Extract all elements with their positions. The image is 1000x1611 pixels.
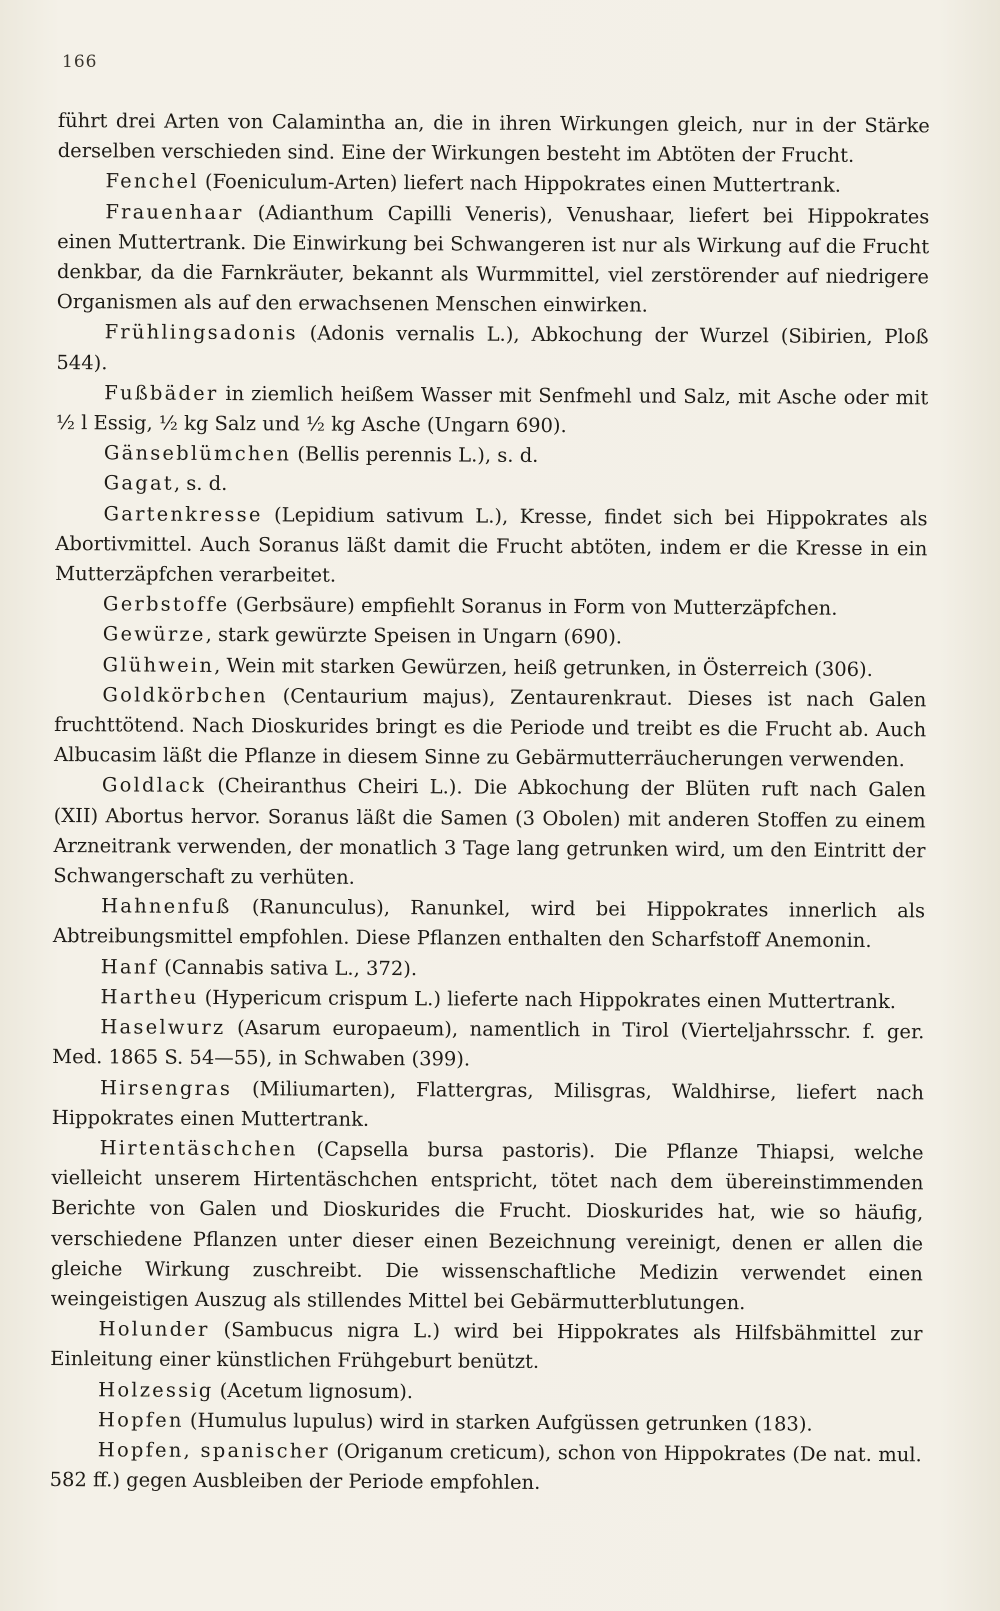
dictionary-entry — [57, 166, 929, 202]
entry-headword: Holzessig — [98, 1377, 214, 1402]
entry-text: (Lepidium sativum L.), Kresse, findet sich bei Hippokrates als Abortivmittel. Auch Soranus läßt damit die Frucht abtöten, indem er die Kresse in ein Mutterzäpfchen verarbeitet. — [55, 502, 928, 587]
entry-headword: Gagat — [103, 471, 174, 496]
entry-list — [50, 106, 930, 1501]
entry-headword: Holunder — [98, 1317, 210, 1342]
entry-headword: Hopfen — [97, 1408, 184, 1432]
entry-headword: Fenchel — [105, 169, 199, 194]
entry-text: (Hypericum crispum L.) lieferte nach Hippokrates einen Muttertrank. — [198, 985, 897, 1014]
entry-text: (Centaurium majus), Zentaurenkraut. Dieses ist nach Galen fruchttötend. Nach Dioskurides bringt es die Periode und treibt es die Frucht ab. Auch Albucasim läßt die Pflanze in diesem Sinne zu Gebärmutterräucherungen verwenden. — [53, 684, 927, 772]
entry-text: , s. d. — [173, 472, 228, 496]
entry-text: in ziemlich heißem Wasser mit Senfmehl und Salz, mit Asche oder mit ½ l Essig, ½ kg Salz und ½ kg Asche (Ungarn 690). — [55, 381, 929, 438]
entry-text: (Adianthum Capilli Veneris), Venushaar, liefert bei Hippokrates einen Muttertrank. Die Einwirkung bei Schwangeren ist nur als Wirkung auf die Frucht denkbar, da die Farnkräuter, bekannt als Wurmmittel, viel zerstörender auf niedrigere Organismen als auf den erwachsenen Menschen einwirken. — [56, 200, 930, 317]
dictionary-entry — [57, 197, 930, 323]
entry-text: (Sambucus nigra L.) wird bei Hippokrates als Hilfsbähmittel zur Einleitung einer künstlichen Frühgeburt benützt. — [50, 1318, 923, 1374]
page-number: 166 — [62, 52, 98, 72]
dictionary-entry — [54, 680, 927, 776]
entry-headword: Fußbäder — [104, 381, 219, 405]
entry-text: (Origanum creticum), schon von Hippokrates (De nat. mul. 582 ff.) gegen Ausbleiben der Periode empfohlen. — [49, 1439, 922, 1495]
entry-headword: Hirsengras — [99, 1075, 233, 1100]
entry-text: (Acetum lignosum). — [213, 1378, 414, 1403]
entry-headword: Hahnenfuß — [101, 894, 232, 919]
entry-text: , Wein mit starken Gewürzen, heiß getrunken, in Österreich (306). — [214, 653, 873, 681]
entry-headword: Hirtentäschchen — [99, 1136, 298, 1161]
dictionary-entry — [53, 891, 925, 957]
entry-headword: Goldlack — [101, 773, 207, 798]
dictionary-entry — [52, 1072, 924, 1138]
dictionary-entry — [55, 619, 927, 655]
dictionary-entry — [52, 1012, 924, 1078]
entry-headword: Hanf — [100, 954, 159, 979]
dictionary-entry — [50, 1375, 922, 1411]
entry-text: (Capsella bursa pastoris). Die Pflanze Thiapsi, welche vielleicht unserem Hirtentäschchen entspricht, tötet nach dem übereinstimmenden Berichte von Galen und Dioskurides die Frucht. Dioskurides hat, wie so häufig, verschiedene Pflanzen unter dieser einen Bezeichnung vereinigt, denen er allen die gleiche Wirkung zuschreibt. Die wissenschaftliche Medizin verwendet einen weingeistigen Auszug als stillendes Mittel bei Gebärmutterblutungen. — [50, 1137, 924, 1315]
entry-text: , stark gewürzte Speisen in Ungarn (690). — [205, 623, 623, 649]
entry-text: (Cheiranthus Cheiri L.). Die Abkochung der Blüten ruft nach Galen (XII) Abortus hervor. Soranus läßt die Samen (3 Obolen) mit anderen Stoffen zu einem Arzneitrank verwenden, der monatlich 3 Tage lang getrunken wird, um den Eintritt der Schwangerschaft zu verhüten. — [53, 774, 926, 889]
entry-text: (Humulus lupulus) wird in starken Aufgüssen getrunken (183). — [183, 1408, 813, 1436]
entry-headword: Frauenhaar — [105, 199, 244, 224]
entry-headword: Glühwein — [102, 652, 215, 677]
dictionary-entry — [53, 770, 926, 896]
entry-headword: Hopfen, spanischer — [97, 1438, 330, 1463]
dictionary-entry — [50, 1435, 922, 1501]
dictionary-entry — [58, 106, 930, 172]
entry-headword: Hartheu — [100, 985, 199, 1009]
entry-headword: Haselwurz — [100, 1015, 226, 1040]
entry-headword: Goldkörbchen — [102, 683, 268, 708]
dictionary-entry — [56, 317, 928, 383]
entry-text: führt drei Arten von Calamintha an, die in ihren Wirkungen gleich, nur in der Stärke derselben verschieden sind. Eine der Wirkungen besteht im Abtöten der Frucht. — [57, 108, 930, 168]
entry-headword: Gewürze — [102, 622, 206, 647]
entry-text: (Foeniculum-Arten) liefert nach Hippokrates einen Muttertrank. — [198, 170, 842, 198]
entry-text: (Cannabis sativa L., 372). — [157, 955, 418, 980]
entry-text: (Ranunculus), Ranunkel, wird bei Hippokrates innerlich als Abtreibungsmittel empfohlen. Diese Pflanzen enthalten den Scharfstoff Anemonin. — [52, 895, 926, 953]
dictionary-entry — [51, 1133, 924, 1320]
dictionary-entry — [50, 1314, 922, 1380]
entry-headword: Gerbstoffe — [102, 592, 230, 617]
entry-headword: Frühlingsadonis — [104, 320, 298, 345]
dictionary-entry — [55, 499, 928, 595]
entry-text: (Adonis vernalis L.), Abkochung der Wurzel (Sibirien, Ploß 544). — [56, 321, 929, 374]
dictionary-entry — [56, 468, 928, 504]
entry-headword: Gänseblümchen — [103, 441, 292, 466]
entry-text: (Miliumarten), Flattergras, Milisgras, Waldhirse, liefert nach Hippokrates einen Muttertrank. — [51, 1076, 925, 1131]
entry-text: (Bellis perennis L.), s. d. — [291, 442, 539, 468]
dictionary-entry — [56, 378, 928, 444]
entry-headword: Gartenkresse — [103, 501, 263, 526]
entry-text: (Asarum europaeum), namentlich in Tirol (Vierteljahrsschr. f. ger. Med. 1865 S. 54—55), in Schwaben (399). — [52, 1016, 925, 1071]
entry-text: (Gerbsäure) empfiehlt Soranus in Form von Mutterzäpfchen. — [229, 593, 838, 621]
